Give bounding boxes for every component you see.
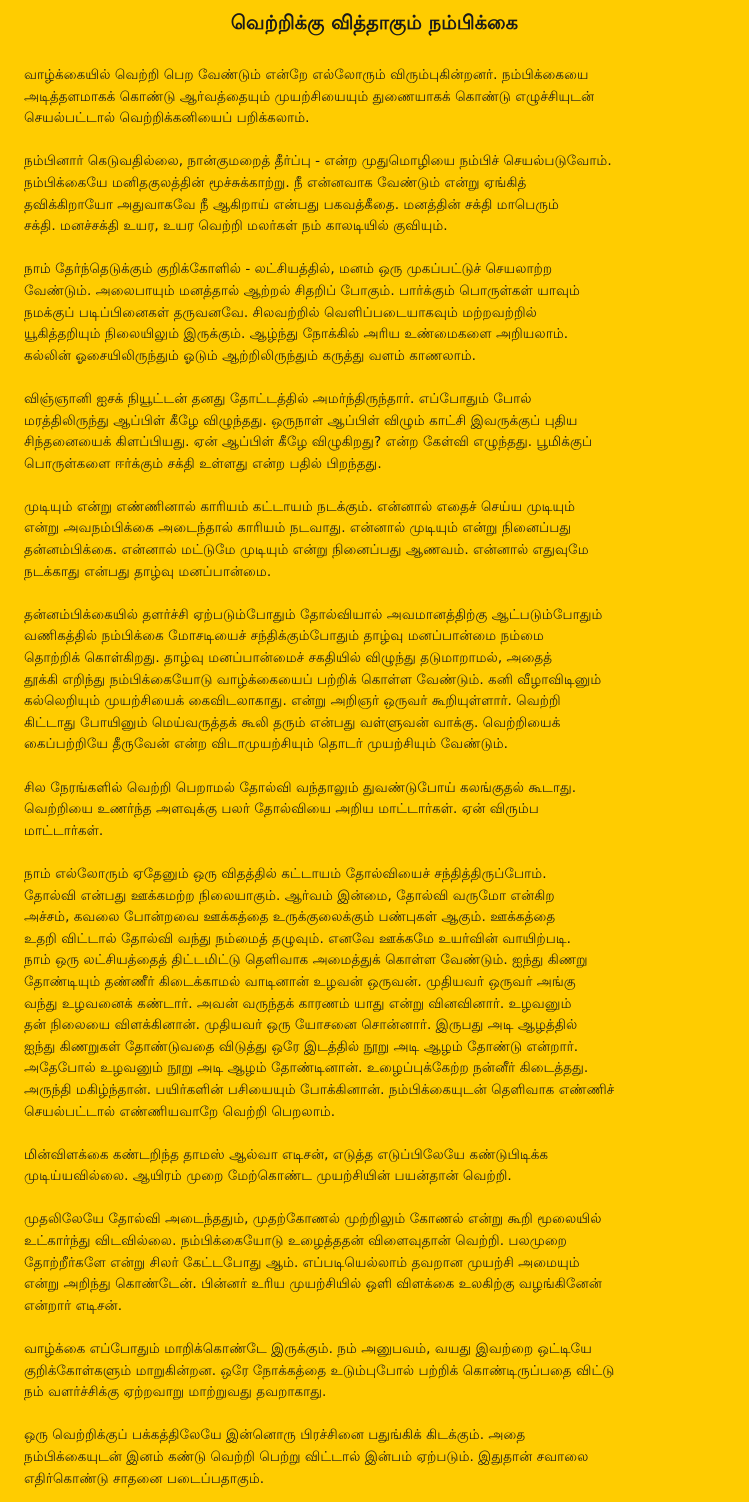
article-title: வெற்றிக்கு வித்தாகும் நம்பிக்கை xyxy=(230,11,519,34)
paragraph: தன்னம்பிக்கையில் தளர்ச்சி ஏற்படும்போதும் தோல்வியால் அவமானத்திற்கு ஆட்படும்போதும் வணிகத்தில் நம்பிக்கை மோசடியைச் சந்திக்கும்போதும் தாழ்வு மனப்பான்மை நம்மை தொற்றிக் கொள்கிறது. தாழ்வு மனப்பான்மைச் சகதியில் விழுந்து தடுமாறாமல், அதைத் தூக்கி எறிந்து நம்பிக்கையோடு வாழ்க்கையைப் பற்றிக் கொள்ள வேண்டும். கனி வீழாவிடினும் கல்லெறியும் முயற்சியைக் கைவிடலாகாது. என்று அறிஞர் ஒருவர் கூறியுள்ளார். வெற்றி கிட்டாது போயினும் மெய்வருத்தக் கூலி தரும் என்பது வள்ளுவன் வாக்கு. வெற்றியைக் கைப்பற்றியே தீருவேன் என்ற விடாமுயற்சியும் தொடர் முயற்சியும் வேண்டும். xyxy=(24,606,603,753)
paragraph: சில நேரங்களில் வெற்றி பெறாமல் தோல்வி வந்தாலும் துவண்டுபோய் கலங்குதல் கூடாது. வெற்றியை உணர்ந்த அளவுக்கு பலர் தோல்வியை அறிய மாட்டார்கள். ஏன் விரும்ப மாட்டார்கள். xyxy=(24,779,577,839)
paragraph: முடியும் என்று எண்ணினால் காரியம் கட்டாயம் நடக்கும். என்னால் எதைச் செய்ய முடியும் என்று அவநம்பிக்கை அடைந்தால் காரியம் நடவாது. என்னால் முடியும் என்று நினைப்பது தன்னம்பிக்கை. என்னால் மட்டுமே முடியும் என்று நினைப்பது ஆணவம். என்னால் எதுவுமே நடக்காது என்பது தாழ்வு மனப்பான்மை. xyxy=(24,498,589,580)
paragraph: மின்விளக்கை கண்டறிந்த தாமஸ் ஆல்வா எடிசன், எடுத்த எடுப்பிலேயே கண்டுபிடிக்க முடிய்யவில்லை. ஆயிரம் முறை மேற்கொண்ட முயற்சியின் பயன்தான் வெற்றி. xyxy=(24,1146,549,1185)
paragraph: வாழ்க்கையில் வெற்றி பெற வேண்டும் என்றே எல்லோரும் விரும்புகின்றனர். நம்பிக்கையை அடித்தளமாகக் கொண்டு ஆர்வத்தையும் முயற்சியையும் துணையாகக் கொண்டு எழுச்சியுடன் செயல்பட்டால் வெற்றிக்கனியைப் பறிக்கலாம். xyxy=(24,67,595,127)
paragraph: ஒரு வெற்றிக்குப் பக்கத்திலேயே இன்னொரு பிரச்சினை பதுங்கிக் கிடக்கும். அதை நம்பிக்கையுடன் இனம் கண்டு வெற்றி பெற்று விட்டால் இன்பம் ஏற்படும். இதுதான் சவாலை எதிர்கொண்டு சாதனை படைப்பதாகும். xyxy=(24,1427,589,1487)
paragraph: நம்பினார் கெடுவதில்லை, நான்குமறைத் தீர்ப்பு - என்ற முதுமொழியை நம்பிச் செயல்படுவோம். நம்பிக்கையே மனிதகுலத்தின் மூச்சுக்காற்று. நீ என்னவாக வேண்டும் என்று ஏங்கித் தவிக்கிறாயோ அதுவாகவே நீ ஆகிறாய் என்பது பகவத்கீதை. மனத்தின் சக்தி மாபெரும் சக்தி. மனச்சக்தி உயர, உயர வெற்றி மலர்கள் நம் காலடியில் குவியும். xyxy=(24,153,612,235)
paragraph: நாம் எல்லோரும் ஏதேனும் ஒரு விதத்தில் கட்டாயம் தோல்வியைச் சந்தித்திருப்போம். தோல்வி என்பது ஊக்கமற்ற நிலையாகும். ஆர்வம் இன்மை, தோல்வி வருமோ என்கிற அச்சம், கவலை போன்றவை ஊக்கத்தை உருக்குலைக்கும் பண்புகள் ஆகும். ஊக்கத்தை உதறி விட்டால் தோல்வி வந்து நம்மைத் தழுவும். எனவே ஊக்கமே உயர்வின் வாயிற்படி. நாம் ஒரு லட்சியத்தைத் திட்டமிட்டு தெளிவாக அமைத்துக் கொள்ள வேண்டும். ஐந்து கிணறு தோண்டியும் தண்ணீர் கிடைக்காமல் வாடினான் உழவன் ஒருவன். முதியவர் ஒருவர் அங்கு வந்து உழவனைக் கண்டார். அவன் வருந்தக் காரணம் யாது என்று வினவினார். உழவனும் தன் நிலையை விளக்கினான். முதியவர் ஒரு யோசனை சொன்னார். இருபது அடி ஆழத்தில் ஐந்து கிணறுகள் தோண்டுவதை விடுத்து ஒரே இடத்தில் நூறு அடி ஆழம் தோண்டு என்றார். அதேபோல் உழவனும் நூறு அடி ஆழம் தோண்டினான். உழைப்புக்கேற்ற நன்னீர் கிடைத்தது. அருந்தி மகிழ்ந்தான். பயிர்களின் பசியையும் போக்கினான். நம்பிக்கையுடன் தெளிவாக எண்ணிச் செயல்பட்டால் எண்ணியவாறே வெற்றி பெறலாம். xyxy=(24,865,615,1120)
paragraph: முதலிலேயே தோல்வி அடைந்ததும், முதற்கோணல் முற்றிலும் கோணல் என்று கூறி மூலையில் உட்கார்ந்து விடவில்லை. நம்பிக்கையோடு உழைத்ததன் விளைவுதான் வெற்றி. பலமுறை தோற்றீர்களே என்று சிலர் கேட்டபோது ஆம். எப்படியெல்லாம் தவறான முயற்சி அமையும் என்று அறிந்து கொண்டேன். பின்னர் உரிய முயற்சியில் ஒளி விளக்கை உலகிற்கு வழங்கினேன் என்றார் எடிசன். xyxy=(24,1211,602,1314)
paragraph: வாழ்க்கை எப்போதும் மாறிக்கொண்டே இருக்கும். நம் அனுபவம், வயது இவற்றை ஒட்டியே குறிக்கோள்களும் மாறுகின்றன. ஒரே நோக்கத்தை உடும்புபோல் பற்றிக் கொண்டிருப்பதை விட்டு நம் வளர்ச்சிக்கு ஏற்றவாறு மாற்றுவது தவறாகாது. xyxy=(24,1341,615,1401)
paragraph: நாம் தேர்ந்தெடுக்கும் குறிக்கோளில் - லட்சியத்தில், மனம் ஒரு முகப்பட்டுச் செயலாற்ற வேண்டும். அலைபாயும் மனத்தால் ஆற்றல் சிதறிப் போகும். பார்க்கும் பொருள்கள் யாவும் நமக்குப் படிப்பினைகள் தருவனவே. சிலவற்றில் வெளிப்படையாகவும் மற்றவற்றில் யூகித்தறியும் நிலையிலும் இருக்கும். ஆழ்ந்து நோக்கில் அரிய உண்மைகளை அறியலாம். கல்லின் ஓசையிலிருந்தும் ஓடும் ஆற்றிலிருந்தும் கருத்து வளம் காணலாம். xyxy=(24,261,580,364)
paragraph: விஞ்ஞானி ஐசக் நியூட்டன் தனது தோட்டத்தில் அமர்ந்திருந்தார். எப்போதும் போல் மரத்திலிருந்து ஆப்பிள் கீழே விழுந்தது. ஒருநாள் ஆப்பிள் விழும் காட்சி இவருக்குப் புதிய சிந்தனையைக் கிளப்பியது. ஏன் ஆப்பிள் கீழே விழுகிறது? என்ற கேள்வி எழுந்தது. பூமிக்குப் பொருள்களை ஈர்க்கும் சக்தி உள்ளது என்ற பதில் பிறந்தது. xyxy=(24,390,593,472)
article-body xyxy=(0,65,749,1490)
